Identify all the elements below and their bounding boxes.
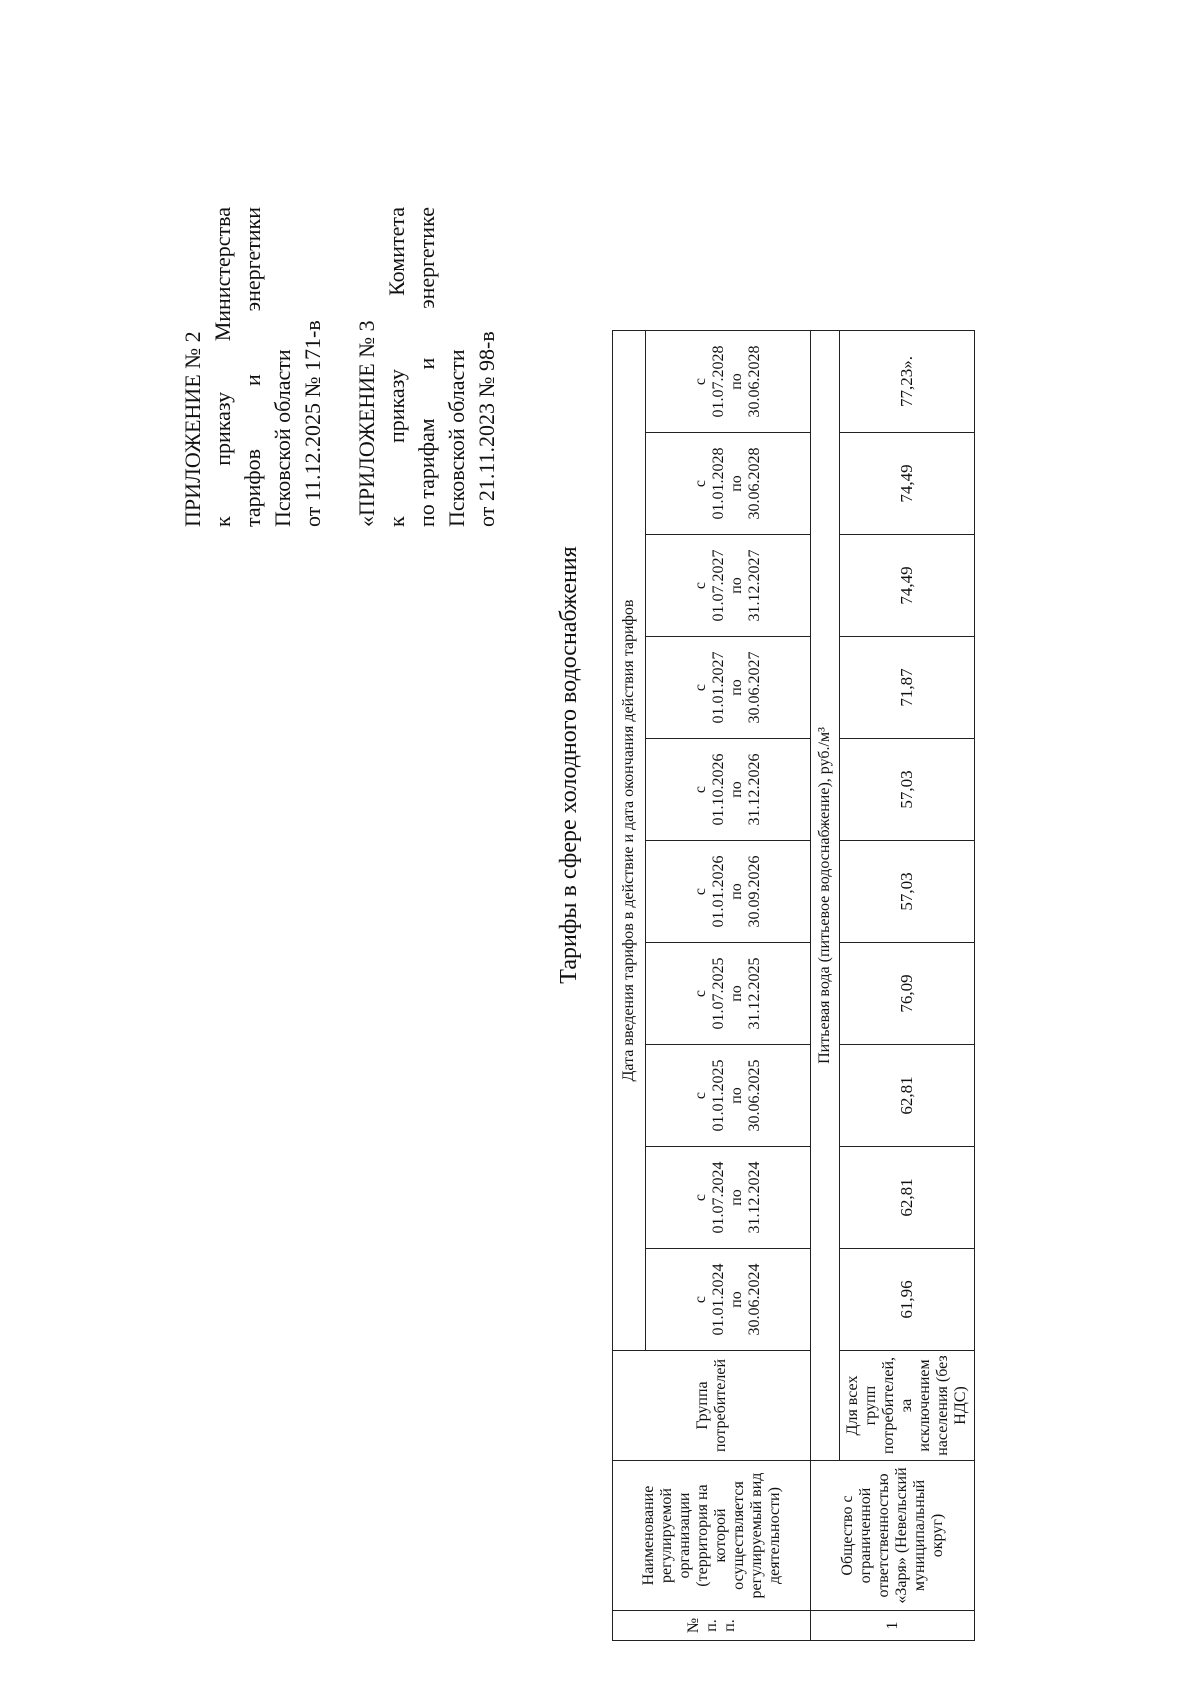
period-header: с 01.07.2024 по 31.12.2024 [646, 1147, 811, 1249]
period-header: с 01.01.2025 по 30.06.2025 [646, 1045, 811, 1147]
tariff-value: 57,03 [840, 739, 975, 841]
appendix-headers [178, 207, 526, 527]
tariff-value: 62,81 [840, 1045, 975, 1147]
document-title-text: Тарифы в сфере холодного водоснабжения [556, 546, 582, 984]
section-row [811, 331, 840, 1641]
header-consumer-group: Группа потребителей [613, 1351, 811, 1461]
appendix-old-line2-word: к [384, 516, 409, 527]
appendix-new-line3-word: энергетики [240, 207, 265, 312]
appendix-new-date: от 11.12.2025 № 171-в [300, 320, 325, 527]
header-num: № п. п. [613, 1611, 811, 1641]
period-header: с 01.01.2026 по 30.09.2026 [646, 841, 811, 943]
section-title: Питьевая вода (питьевое водоснабжение), руб./м³ [811, 331, 840, 1461]
tariff-value: 77,23». [840, 331, 975, 433]
appendix-old-line2-word: приказу [384, 369, 409, 444]
appendix-old-line3-word: по тарифам [414, 418, 439, 527]
row-consumer-group: Для всех групп потребителей, за исключением населения (без НДС) [840, 1351, 975, 1461]
period-header: с 01.01.2028 по 30.06.2028 [646, 433, 811, 535]
appendix-old-date: от 21.11.2023 № 98-в [474, 331, 499, 527]
row-organization: Общество с ограниченной ответственностью «Заря» (Невельский муниципальный округ) [811, 1461, 975, 1611]
appendix-old-line3-word: энергетике [414, 207, 439, 309]
appendix-new-title: ПРИЛОЖЕНИЕ № 2 [180, 331, 205, 527]
tariff-value: 61,96 [840, 1249, 975, 1351]
appendix-new-line2-word: к [210, 516, 235, 527]
appendix-new-line2-word: Министерства [210, 207, 235, 342]
appendix-old-line3-word: и [414, 357, 439, 370]
appendix-old-region: Псковской области [444, 349, 469, 527]
appendix-new-line3-word: тарифов [240, 448, 265, 527]
document-title [556, 0, 583, 1597]
appendix-new-region: Псковской области [270, 349, 295, 527]
tariff-value: 71,87 [840, 637, 975, 739]
appendix-new-line2 [208, 207, 238, 527]
header-period-group: Дата введения тарифов в действие и дата окончания действия тарифов [613, 331, 646, 1351]
tariff-value: 74,49 [840, 433, 975, 535]
appendix-old-line2 [382, 207, 412, 527]
period-header: с 01.01.2024 по 30.06.2024 [646, 1249, 811, 1351]
header-organization: Наименование регулируемой организации (территория на которой осуществляется регулируемый вид деятельности) [613, 1461, 811, 1611]
appendix-old-line2-word: Комитета [384, 207, 409, 296]
appendix-old-line3 [412, 207, 442, 527]
row-num: 1 [811, 1611, 975, 1641]
period-header: с 01.07.2025 по 31.12.2025 [646, 943, 811, 1045]
tariffs-table [612, 330, 975, 1641]
appendix-new-line2-word: приказу [210, 391, 235, 466]
tariff-value: 76,09 [840, 943, 975, 1045]
table-header-row [613, 331, 646, 1641]
period-header: с 01.07.2028 по 30.06.2028 [646, 331, 811, 433]
period-header: с 01.10.2026 по 31.12.2026 [646, 739, 811, 841]
appendix-old-title: «ПРИЛОЖЕНИЕ № 3 [354, 320, 379, 527]
table-row [840, 331, 975, 1641]
period-header: с 01.01.2027 по 30.06.2027 [646, 637, 811, 739]
tariff-value: 62,81 [840, 1147, 975, 1249]
appendix-new-line3-word: и [240, 374, 265, 387]
appendix-old-block [352, 207, 502, 527]
period-header: с 01.07.2027 по 31.12.2027 [646, 535, 811, 637]
appendix-new-line3 [238, 207, 268, 527]
appendix-new-block [178, 207, 328, 527]
tariff-value: 57,03 [840, 841, 975, 943]
tariff-value: 74,49 [840, 535, 975, 637]
